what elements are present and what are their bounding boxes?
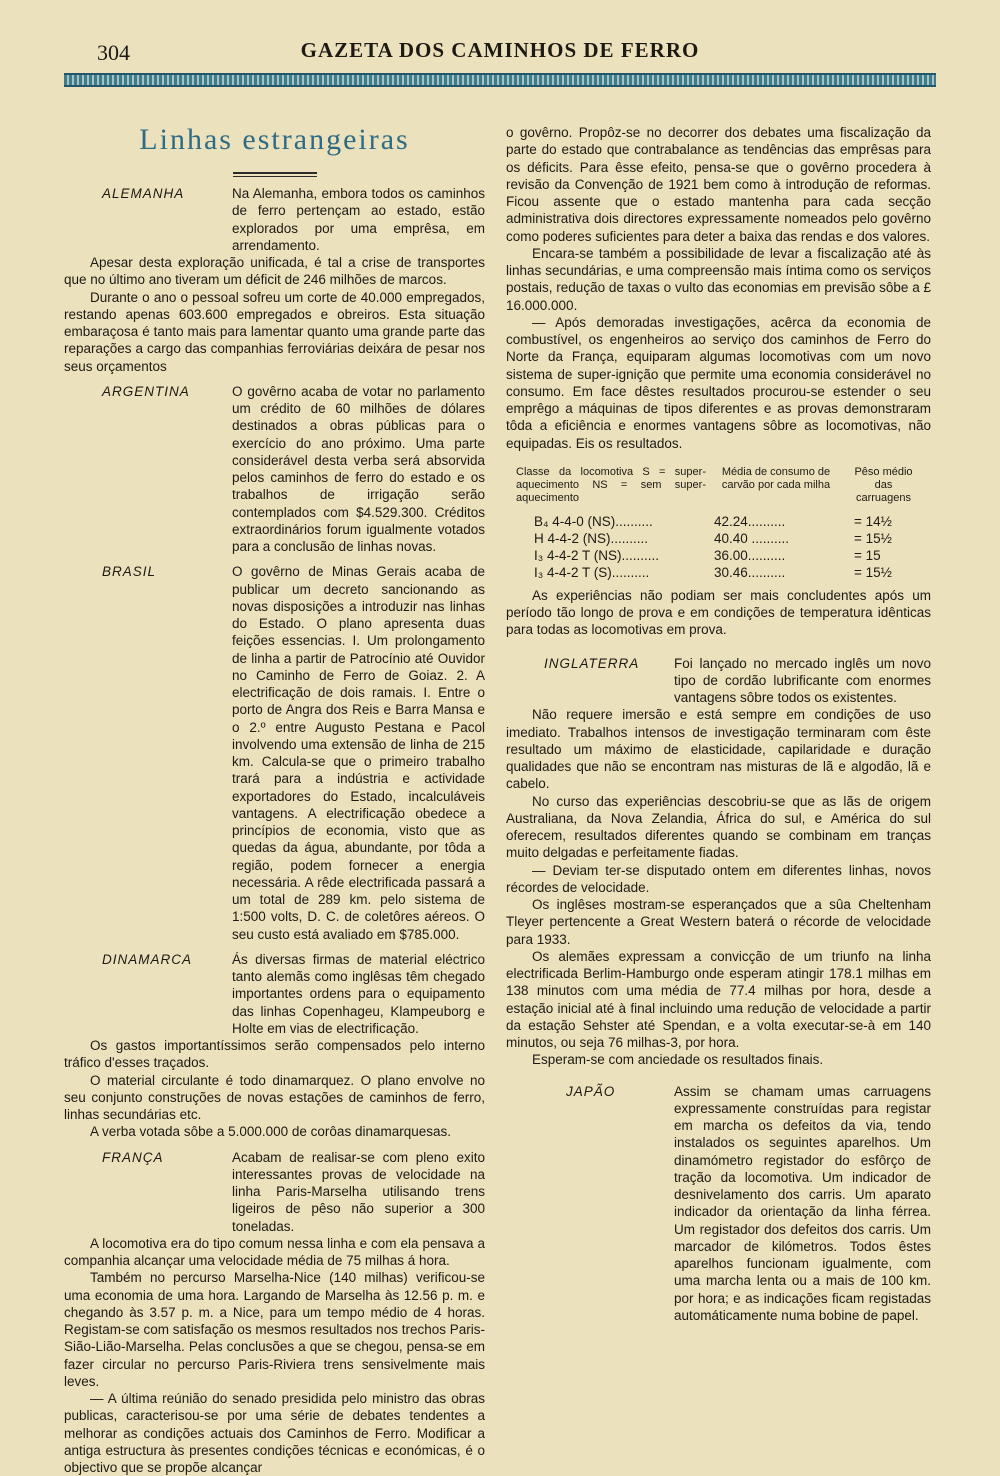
paragraph-continued: o govêrno. Propôz-se no decorrer dos debates uma fiscalização da parte do estado que contrabalance as tendências das emprêsas para os déficits. Para êsse efeito, pensa-se que o govêrno procedera à revisão da Convenção de 1921 bem como à introdução de reformas. Ficou assente que o estado mantenha para cada secção administrativa dois directores expressamente nomeados pelo govêrno como poderes suficientes para deter a baixa das rendas e dos valores. <box>506 124 931 245</box>
section-first-paragraph: Acabam de realisar-se com pleno exito interessantes provas de velocidade na linha Paris-Marselha utilisando trens ligeiros de pêso não superior a 300 toneladas. <box>232 1149 485 1235</box>
section-first-paragraph: O govêrno de Minas Gerais acaba de publicar um decreto sancionando as novas disposições a introduzir nas linhas do Estado. O plano apresenta duas feições essencias. I. Um prolongamento de linha a partir de Patrocínio até Ouvidor no Caminho de Ferro de Goiaz. 2. A electrificação de dois ramais. I. Entre o porto de Angra dos Reis e Barra Mansa e o 2.º entre Augusto Pestana e Pacol involvendo uma extensão de linha de 215 km. Calcula-se que o primeiro trabalho trará para a indústria e actividade exportadores do Estado, incalculáveis vantagens. A electrificação obedece a princípios de economia, visto que as quedas da água, abundante, por tôda a região, podem fornecer a energia necessária. A rêde electrificada passará a um total de 289 km. pelo sistema de 1:500 volts, D. C. de coletôres aéreos. O seu custo está avaliado em $785.000. <box>232 563 485 943</box>
paragraph: Não requere imersão e está sempre em condições de uso imediato. Trabalhos intensos de investigação terminaram com êste resultado um máximo de elasticidade, capilaridade e duração qualidades que não se encontram nas misturas de lã e algodão, lã e cabelo. <box>506 706 931 792</box>
paragraph: O material circulante é todo dinamarquez. O plano envolve no seu conjunto construções de novas estações de caminhos de ferro, linhas secundárias etc. <box>64 1072 485 1124</box>
paragraph: — Deviam ter-se disputado ontem em diferentes linhas, novos récordes de velocidade. <box>506 862 931 897</box>
table-cell: I₃ 4-4-2 T (NS).......... <box>534 547 714 564</box>
section-first-paragraph: Assim se chamam umas carruagens expressamente construídas para registar em marcha os defeitos da via, tendo instalados os seguintes aparelhos. Um dinamómetro registador do esfôrço de tração da locomotiva. Um indicador de desnivelamento dos carris. Um aparato indicador da orientação da linha férrea. Um registador dos defeitos dos carris. Um marcador de kilómetros. Todos êstes aparelhos funcionam igualmente, com uma marcha lenta ou a mais de 100 km. por hora; e as indicações ficam registadas automáticamente numa bobine de papel. <box>674 1083 931 1325</box>
table-cell: = 15½ <box>854 530 924 547</box>
section-dinamarca <box>64 951 485 1141</box>
left-column <box>64 124 485 1476</box>
section-heading: FRANÇA <box>64 1149 232 1235</box>
paragraph: Encara-se também a possibilidade de levar a fiscalização até às linhas secundárias, e uma compreensão mais íntima como os serviços postais, redução de taxas o vulto das economias em previsão sôbe a £ 16.000.000. <box>506 245 931 314</box>
section-heading: JAPÃO <box>506 1083 674 1325</box>
article-title: Linhas estrangeiras <box>64 124 485 156</box>
table-header: Média de consumo de carvão por cada milha <box>706 466 846 505</box>
section-alemanha <box>64 185 485 375</box>
paragraph: A locomotiva era do tipo comum nessa linha e com ela pensava a companhia alcançar uma velocidade média de 75 milhas á hora. <box>64 1235 485 1270</box>
section-heading: INGLATERRA <box>506 655 674 707</box>
paragraph: No curso das experiências descobriu-se que as lãs de origem Australiana, da Nova Zelandia, África do sul, e América do sul oferecem, resultados diferentes quando se combinam em tranças muito delgadas e perfeitamente fiadas. <box>506 793 931 862</box>
table-header: Classe da locomotiva S = super-aquecimento NS = sem super-aquecimento <box>506 466 706 505</box>
paragraph: — A última reúnião do senado presidida pelo ministro das obras publicas, caracterisou-se por uma série de debates tendentes a melhorar as condições actuais dos Caminhos de Ferro. Modificar a antiga estructura às presentes condições técnicas e económicas, é o objectivo que se propõe alcançar <box>64 1390 485 1476</box>
paragraph: Durante o ano o pessoal sofreu um corte de 40.000 empregados, restando apenas 603.600 empregados e obreiros. Esta situação embaraçosa é tanto mais para lamentar quanto uma grande parte das reparações a cargo das companhias ferroviárias deixára de pesar nos seus orçamentos <box>64 289 485 375</box>
section-heading: BRASIL <box>64 563 232 943</box>
section-inglaterra <box>506 655 931 1069</box>
section-brasil <box>64 563 485 943</box>
table-cell: 40.40 .......... <box>714 530 854 547</box>
paragraph: Também no percurso Marselha-Nice (140 milhas) verificou-se uma economia de uma hora. Largando de Marselha às 12.56 p. m. e chegando às 3.57 p. m. a Nice, para um tempo médio de 4 horas. Registam-se com satisfação os mesmos resultados nos trechos Paris-Sião-Lião-Marselha. Pelas conclusões a que se chegou, pensa-se em fazer circular no percurso Paris-Riviera trens sensivelmente mais leves. <box>64 1269 485 1390</box>
publication-title: GAZETA DOS CAMINHOS DE FERRO <box>0 38 1000 63</box>
section-franca <box>64 1149 485 1476</box>
table-cell: = 15½ <box>854 564 924 581</box>
table-header: Pêso médio das carruagens <box>846 466 921 505</box>
table-cell: I₃ 4-4-2 T (S).......... <box>534 564 714 581</box>
paragraph: Os gastos importantíssimos serão compensados pelo interno tráfico d'esses traçados. <box>64 1037 485 1072</box>
header-rule <box>64 73 936 87</box>
page-number: 304 <box>97 40 130 66</box>
paragraph: Os alemães expressam a convicção de um triunfo na linha electrificada Berlim-Hamburgo onde esperam atingir 178.1 milhas em 138 minutos com uma média de 77.4 milhas por hora, desde a estação inicial até à final incluindo uma redução de velocidade a partir da estação Sehster até Spendan, e a volta executar-se-à em 140 minutos, ou seja 76 milhas-3, por hora. <box>506 948 931 1052</box>
paragraph: Os inglêses mostram-se esperançados que a sûa Cheltenham Tleyer pertencente a Great Western baterá o récorde de velocidade para 1933. <box>506 896 931 948</box>
table-row <box>506 547 931 564</box>
table-cell: = 15 <box>854 547 924 564</box>
section-heading: DINAMARCA <box>64 951 232 1037</box>
table-cell: = 14½ <box>854 513 924 530</box>
right-column <box>506 124 931 1324</box>
paragraph: A verba votada sôbe a 5.000.000 de corôas dinamarquesas. <box>64 1123 485 1140</box>
paragraph: As experiências não podiam ser mais concludentes após um período tão longo de prova e em condições de temperatura idênticas para todas as locomotivas em prova. <box>506 587 931 639</box>
section-heading: ALEMANHA <box>64 185 232 254</box>
title-rule <box>233 172 317 177</box>
section-first-paragraph: O govêrno acaba de votar no parlamento um crédito de 60 milhões de dólares destinados a obras públicas para o exercício do ano próximo. Uma parte considerável desta verba será absorvida pelos caminhos de ferro do estado e os trabalhos de irrigação serão contemplados com $4.529.300. Créditos extraordinários forum igualmente votados para a conclusão de linhas novas. <box>232 383 485 556</box>
section-heading: ARGENTINA <box>64 383 232 556</box>
section-first-paragraph: Na Alemanha, embora todos os caminhos de ferro pertençam ao estado, estão explorados por uma emprêsa, em arrendamento. <box>232 185 485 254</box>
paragraph: — Após demoradas investigações, acêrca da economia de combustível, os engenheiros ao serviço dos caminhos de Ferro do Norte da França, equiparam algumas locomotivas com um novo sistema de super-ignição que permite uma economia considerável no consumo. Em face dêstes resultados procurou-se estender o seu emprêgo a máquinas de tipos diferentes e as provas demonstraram tôda a eficiência e enormes vantagens sôbre as locomotivas, não equipadas. Eis os resultados. <box>506 314 931 452</box>
table-cell: 30.46.......... <box>714 564 854 581</box>
table-cell: B₄ 4-4-0 (NS).......... <box>534 513 714 530</box>
paragraph: Esperam-se com anciedade os resultados finais. <box>506 1051 931 1068</box>
table-cell: 36.00.......... <box>714 547 854 564</box>
section-first-paragraph: Ás diversas firmas de material eléctrico tanto alemãs como inglêsas têm chegado importantes ordens para o equipamento das linhas Copenhageu, Klampeuborg e Holte em vias de electrificação. <box>232 951 485 1037</box>
section-japao <box>506 1083 931 1325</box>
paragraph: Apesar desta exploração unificada, é tal a crise de transportes que no último ano tiveram um déficit de 246 milhões de marcos. <box>64 254 485 289</box>
table-row <box>506 564 931 581</box>
locomotive-table <box>506 466 931 581</box>
table-cell: 42.24.......... <box>714 513 854 530</box>
table-cell: H 4-4-2 (NS).......... <box>534 530 714 547</box>
section-argentina <box>64 383 485 556</box>
table-row <box>506 513 931 530</box>
table-row <box>506 530 931 547</box>
section-first-paragraph: Foi lançado no mercado inglês um novo tipo de cordão lubrificante com enormes vantagens sôbre todos os existentes. <box>674 655 931 707</box>
